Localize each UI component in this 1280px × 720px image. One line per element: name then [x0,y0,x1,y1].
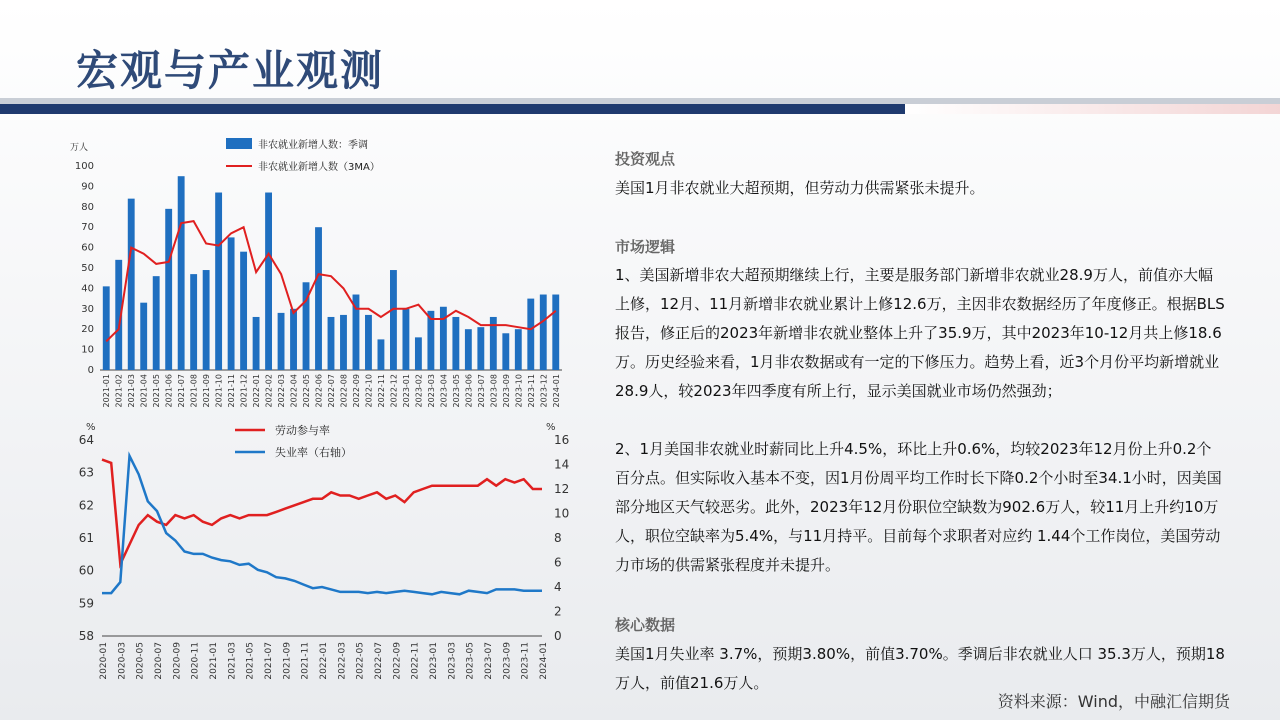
y-axis-label-left: % [86,422,96,433]
y-tick-label: 20 [81,324,94,336]
y-tick-label: 50 [81,263,94,274]
x-tick-label: 2023-12 [539,374,549,408]
x-tick-label: 2022-03 [337,642,348,680]
bar [203,270,210,370]
x-tick-label: 2023-05 [451,374,461,408]
bar [178,176,185,370]
x-tick-label: 2020-05 [135,642,146,680]
x-tick-label: 2021-10 [214,374,224,408]
bar [365,315,372,370]
legend-label-participation: 劳动参与率 [275,424,330,437]
y-tick-label-right: 14 [554,457,570,472]
x-tick-label: 2022-09 [351,374,361,408]
y-tick-label: 30 [81,303,94,315]
y-tick-label-right: 8 [554,531,562,545]
x-tick-label: 2020-07 [154,642,164,680]
x-tick-label: 2021-09 [202,374,212,408]
x-tick-label: 2021-06 [164,374,174,408]
section-logic-text-2: 2、1月美国非农就业时薪同比上升4.5%，环比上升0.6%，均较2023年12月份上升0.2个百分点。但实际收入基本不变，因1月份周平均工作时长下降0.2个小时至34.1小时，因美国部分地区天气较恶劣。此外，2023年12月份职位空缺数为902.6万人，较11月上升约10万人，职位空缺率为5.4%，与11月持平。目前每个求职者对应约 1.44个工作岗位，美国劳动力市场的供需紧张程度并未提升。 [615,440,1222,574]
x-tick-label: 2023-07 [476,374,486,408]
section-view-text: 美国1月非农就业大超预期，但劳动力供需紧张未提升。 [615,179,985,197]
y-tick-label-right: 12 [554,482,570,496]
x-tick-label: 2021-11 [227,374,237,408]
y-tick-label-left: 63 [78,465,94,480]
x-tick-label: 2021-04 [139,374,149,408]
bar [402,309,409,370]
bar [477,327,484,370]
x-tick-label: 2021-02 [114,374,124,408]
y-tick-label-left: 58 [78,629,94,643]
header-divider-dark [0,104,905,114]
bar [290,309,297,370]
y-tick-label: 80 [81,201,94,213]
bar [240,252,247,370]
y-tick-label-right: 10 [554,506,570,521]
x-tick-label: 2021-01 [209,642,219,680]
x-tick-label: 2022-02 [264,374,274,408]
bar [515,329,522,370]
bar [228,237,235,370]
y-tick-label-right: 16 [554,433,570,447]
x-tick-label: 2022-10 [364,374,374,408]
x-tick-label: 2023-10 [514,374,524,408]
y-axis-label-right: % [546,422,556,433]
x-tick-label: 2020-01 [99,642,109,680]
x-tick-label: 2023-06 [464,374,474,408]
bar [552,295,559,370]
x-tick-label: 2021-08 [189,374,199,408]
x-tick-label: 2023-01 [401,374,411,408]
x-tick-label: 2022-01 [252,374,262,408]
x-tick-label: 2023-03 [447,642,458,680]
section-title-core: 核心数据 [615,616,676,634]
bar [103,286,110,370]
bar [215,193,222,370]
x-tick-label: 2021-03 [127,374,137,408]
x-tick-label: 2022-01 [319,642,329,680]
series-line-unemployment [102,456,542,594]
y-tick-label: 70 [81,222,94,234]
y-tick-label-right: 2 [554,604,562,619]
y-tick-label-left: 61 [78,531,94,545]
y-tick-label: 60 [81,242,94,254]
bar [502,333,509,370]
y-tick-label-left: 62 [78,498,94,513]
series-line-participation [102,460,542,564]
bar [278,313,285,370]
x-tick-label: 2023-09 [501,374,511,408]
header-divider-accent [905,104,1280,114]
bar [328,317,335,370]
bar [253,317,260,370]
y-tick-label-left: 60 [78,563,94,578]
y-tick-label: 0 [87,365,94,376]
section-core-text: 美国1月失业率 3.7%，预期3.80%，前值3.70%。季调后非农就业人口 35.3万人，预期18万人，前值21.6万人。 [615,645,1225,692]
x-tick-label: 2023-08 [489,374,499,408]
x-tick-label: 2021-07 [264,642,274,680]
legend-swatch-bar [226,138,252,149]
bar [190,274,197,370]
bar [390,270,397,370]
x-tick-label: 2022-05 [302,374,312,408]
x-tick-label: 2021-11 [300,642,311,680]
x-tick-label: 2022-11 [376,374,386,408]
bar [465,329,472,370]
bar [153,276,160,370]
x-tick-label: 2021-12 [239,374,249,408]
x-tick-label: 2021-09 [282,642,293,680]
section-logic-text-1: 1、美国新增非农大超预期继续上行，主要是服务部门新增非农就业28.9万人，前值亦大幅上修，12月、11月新增非农就业累计上修12.6万，主因非农数据经历了年度修正。根据BLS报告，修正后的2023年新增非农就业整体上升了35.9万，其中2023年10-12月共上修18.6万。历史经验来看，1月非农数据或有一定的下修压力。趋势上看，近3个月份平均新增就业28.9人，较2023年四季度有所上行，显示美国就业市场仍然强劲； [615,266,1225,400]
x-tick-label: 2023-07 [484,642,494,680]
x-tick-label: 2022-08 [339,374,349,408]
y-tick-label: 90 [81,181,94,193]
x-tick-label: 2022-06 [314,374,324,408]
x-tick-label: 2022-11 [410,642,421,680]
slide-title: 宏观与产业观测 [76,46,385,95]
x-tick-label: 2022-07 [327,374,336,408]
x-tick-label: 2021-07 [177,374,187,408]
y-tick-label: 10 [81,344,94,356]
bar [540,295,547,370]
x-tick-label: 2022-05 [355,642,366,680]
x-tick-label: 2022-04 [289,374,299,408]
x-tick-label: 2023-04 [439,374,449,408]
participation-unemployment-chart [70,422,580,692]
x-tick-label: 2023-09 [502,642,513,680]
x-tick-label: 2021-03 [227,642,238,680]
x-tick-label: 2022-07 [374,642,384,680]
legend-label-unemployment: 失业率（右轴） [275,446,352,459]
x-tick-label: 2023-11 [526,374,536,408]
x-tick-label: 2022-09 [392,642,403,680]
source-note: 资料来源：Wind，中融汇信期货 [997,692,1230,711]
x-tick-label: 2021-01 [102,374,112,408]
x-tick-label: 2023-02 [414,374,424,408]
x-tick-label: 2023-05 [465,642,476,680]
y-tick-label-left: 64 [78,433,94,447]
x-tick-label: 2023-03 [426,374,436,408]
x-tick-label: 2024-01 [551,373,561,408]
y-tick-label-right: 0 [554,629,562,643]
x-tick-label: 2022-12 [389,374,399,408]
x-tick-label: 2024-01 [539,642,549,680]
y-axis-label: 万人 [70,143,89,153]
y-tick-label-right: 6 [554,555,562,570]
y-tick-label-left: 59 [78,596,94,611]
y-tick-label: 40 [81,283,94,295]
bar [265,193,272,370]
x-tick-label: 2023-01 [429,642,439,680]
x-tick-label: 2021-05 [245,642,256,680]
bar [315,227,322,370]
y-tick-label: 100 [74,161,94,172]
x-tick-label: 2021-05 [152,374,162,408]
section-title-logic: 市场逻辑 [615,238,676,256]
bar [415,337,422,370]
x-tick-label: 2023-11 [520,642,531,680]
bar [165,209,172,370]
section-title-view: 投资观点 [615,150,676,168]
legend-label-bar: 非农就业新增人数：季调 [258,140,368,151]
nonfarm-payrolls-chart [70,132,570,422]
bar [378,339,385,370]
bar [452,317,459,370]
bar [128,199,135,370]
x-tick-label: 2022-03 [277,374,287,408]
bar [527,299,534,370]
bar [340,315,347,370]
legend-label-line: 非农就业新增人数（3MA） [258,162,380,173]
x-tick-label: 2020-03 [117,642,128,680]
y-tick-label-right: 4 [554,580,562,594]
x-tick-label: 2020-09 [172,642,183,680]
bar [140,303,147,370]
x-tick-label: 2020-11 [190,642,201,680]
